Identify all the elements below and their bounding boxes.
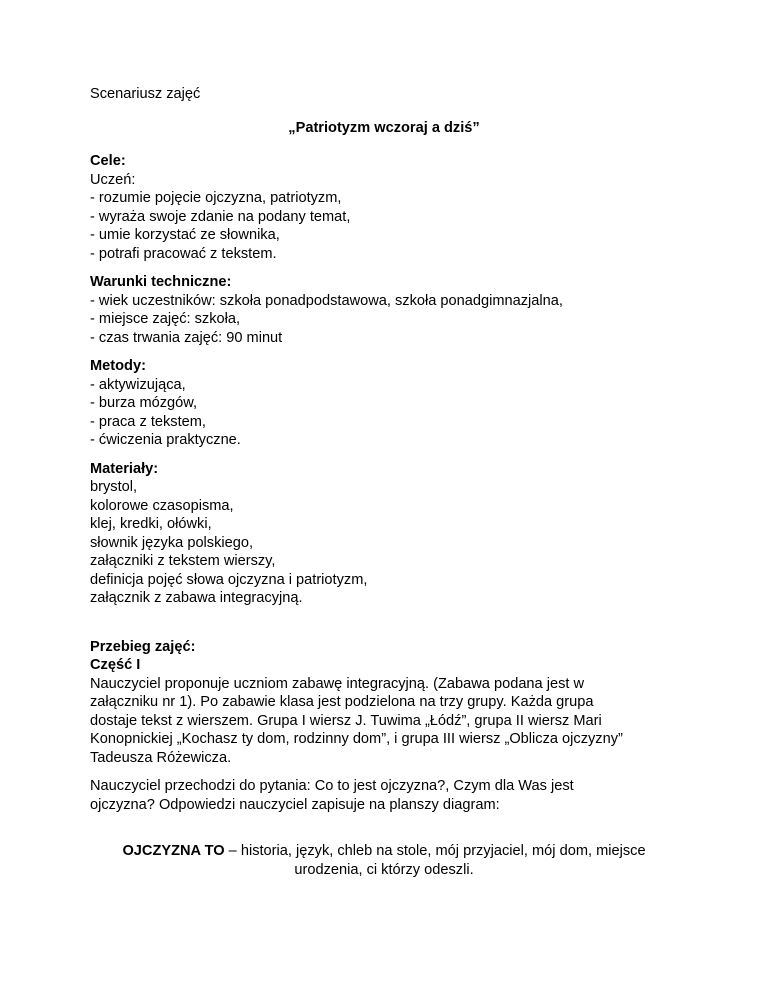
list-item: - praca z tekstem,	[90, 413, 206, 430]
section-heading-warunki: Warunki techniczne:	[90, 274, 232, 290]
list-item: - umie korzystać ze słownika,	[90, 227, 280, 243]
section-warunki	[90, 273, 678, 347]
section-cele	[90, 152, 678, 263]
list-item: - rozumie pojęcie ojczyzna, patriotyzm,	[90, 190, 342, 206]
paragraph-line: Konopnickiej „Kochasz ty dom, rodzinny dom”, i grupa III wiersz „Oblicza ojczyzny”	[90, 731, 623, 747]
section-materialy	[90, 460, 678, 608]
paragraph-question	[90, 777, 678, 814]
definition-term: OJCZYZNA TO	[122, 843, 225, 859]
list-item: klej, kredki, ołówki,	[90, 516, 212, 532]
paragraph-line: załączniku nr 1). Po zabawie klasa jest podzielona na trzy grupy. Każda grupa	[90, 694, 594, 710]
definition-text: – historia, język, chleb na stole, mój przyjaciel, mój dom, miejsce urodzenia, ci którzy odeszli.	[224, 843, 646, 878]
list-item: załączniki z tekstem wierszy,	[90, 553, 276, 569]
section-heading-metody: Metody:	[90, 358, 146, 374]
document-header: Scenariusz zajęć	[90, 86, 201, 102]
paragraph-line: Nauczyciel przechodzi do pytania: Co to jest ojczyzna?, Czym dla Was jest	[90, 778, 574, 794]
spacer	[90, 618, 678, 638]
list-item: - wyraża swoje zdanie na podany temat,	[90, 208, 351, 225]
paragraph-line: dostaje tekst z wierszem. Grupa I wiersz J. Tuwima „Łódź”, grupa II wiersz Mari	[90, 712, 602, 729]
section-przebieg	[90, 638, 678, 815]
list-item: kolorowe czasopisma,	[90, 497, 234, 514]
paragraph-intro	[90, 675, 678, 768]
document-title: „Patriotyzm wczoraj a dziś”	[288, 119, 480, 136]
definition-block	[90, 842, 678, 879]
list-item: słownik języka polskiego,	[90, 534, 254, 551]
list-item: załącznik z zabawa integracyjną.	[90, 590, 303, 606]
cele-intro: Uczeń:	[90, 171, 136, 188]
list-item: - ćwiczenia praktyczne.	[90, 432, 241, 448]
section-heading-materialy: Materiały:	[90, 460, 159, 477]
paragraph-line: Tadeusza Różewicza.	[90, 749, 232, 766]
list-item: - aktywizująca,	[90, 376, 186, 393]
list-item: brystol,	[90, 479, 138, 495]
list-item: - wiek uczestników: szkoła ponadpodstawowa, szkoła ponadgimnazjalna,	[90, 292, 563, 309]
paragraph-line: ojczyzna? Odpowiedzi nauczyciel zapisuje na planszy diagram:	[90, 796, 500, 813]
list-item: - czas trwania zajęć: 90 minut	[90, 329, 283, 346]
paragraph-line: Nauczyciel proponuje uczniom zabawę integracyjną. (Zabawa podana jest w	[90, 675, 585, 692]
list-item: - miejsce zajęć: szkoła,	[90, 311, 241, 327]
section-metody	[90, 357, 678, 450]
section-heading-cele: Cele:	[90, 153, 126, 169]
list-item: definicja pojęć słowa ojczyzna i patriotyzm,	[90, 571, 368, 588]
part-heading: Część I	[90, 657, 141, 673]
list-item: - potrafi pracować z tekstem.	[90, 245, 277, 262]
section-heading-przebieg: Przebieg zajęć:	[90, 638, 196, 655]
list-item: - burza mózgów,	[90, 395, 198, 411]
